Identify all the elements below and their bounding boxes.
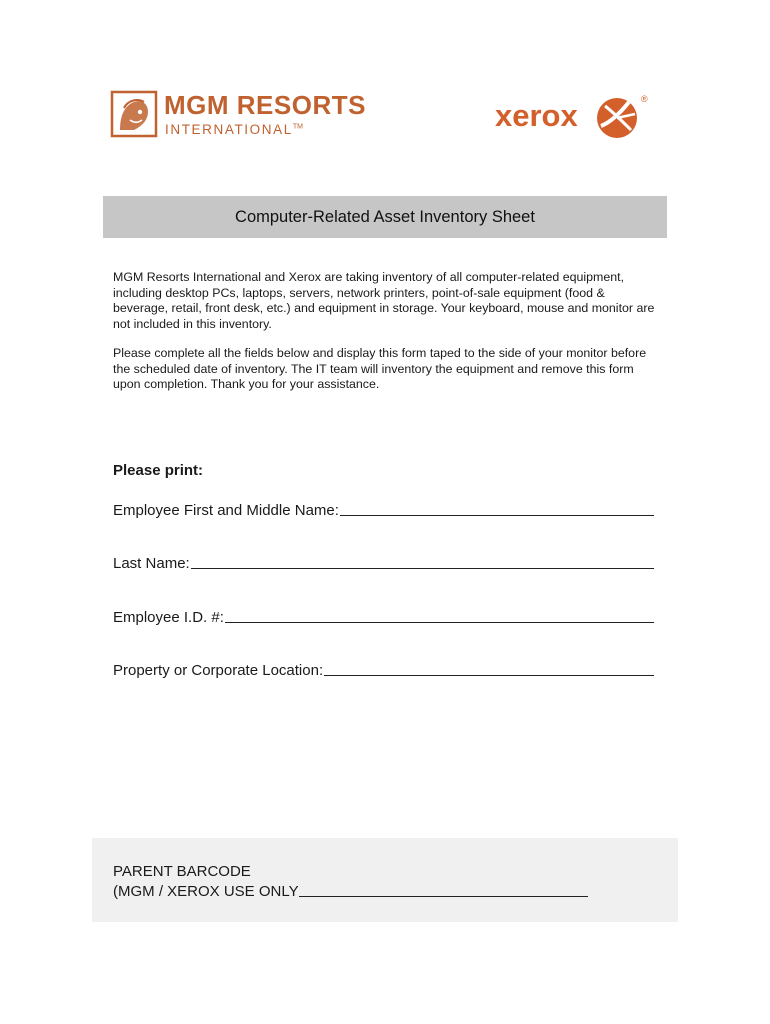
last-name-input[interactable] [191,567,654,569]
mgm-wordmark: MGM RESORTS [164,90,366,120]
location-field[interactable] [113,657,654,679]
first-middle-name-input[interactable] [340,514,654,516]
employee-id-field[interactable] [113,604,654,626]
barcode-use-only-line[interactable] [113,880,588,900]
location-input[interactable] [324,674,654,676]
registered-mark: ® [641,94,648,104]
instructions-paragraph: Please complete all the fields below and display this form taped to the side of your monitor before the scheduled date of inventory. The IT team will inventory the equipment and remove this form upon completion. Thank you for your assistance. [113,346,647,392]
barcode-input[interactable] [299,895,588,897]
page-title: Computer-Related Asset Inventory Sheet [235,207,535,226]
last-name-field[interactable] [113,550,654,572]
parent-barcode-box [92,838,678,922]
field-label: Last Name: [113,555,190,572]
field-label: Employee First and Middle Name: [113,502,339,519]
field-label: Property or Corporate Location: [113,662,324,679]
please-print-heading: Please print: [113,462,204,479]
title-bar [103,196,667,238]
xerox-logo [495,96,655,144]
first-middle-name-field[interactable] [113,497,654,519]
xerox-wordmark: xerox [495,98,578,133]
employee-id-input[interactable] [225,621,654,623]
mgm-resorts-logo [110,90,366,140]
lion-emblem-icon [110,90,158,138]
field-label: Employee I.D. #: [113,609,224,626]
barcode-label: PARENT BARCODE [113,863,251,880]
xerox-sphere-icon [595,96,639,140]
mgm-subtitle: INTERNATIONAL™ [165,122,303,137]
intro-paragraph: MGM Resorts International and Xerox are taking inventory of all computer-related equipment, including desktop PCs, laptops, servers, network printers, point-of-sale equipment (food & beverage, retail, front desk, etc.) and equipment in storage. Your keyboard, mouse and monitor are not included in this inventory. [113,270,655,331]
barcode-note: (MGM / XEROX USE ONLY [113,883,299,900]
